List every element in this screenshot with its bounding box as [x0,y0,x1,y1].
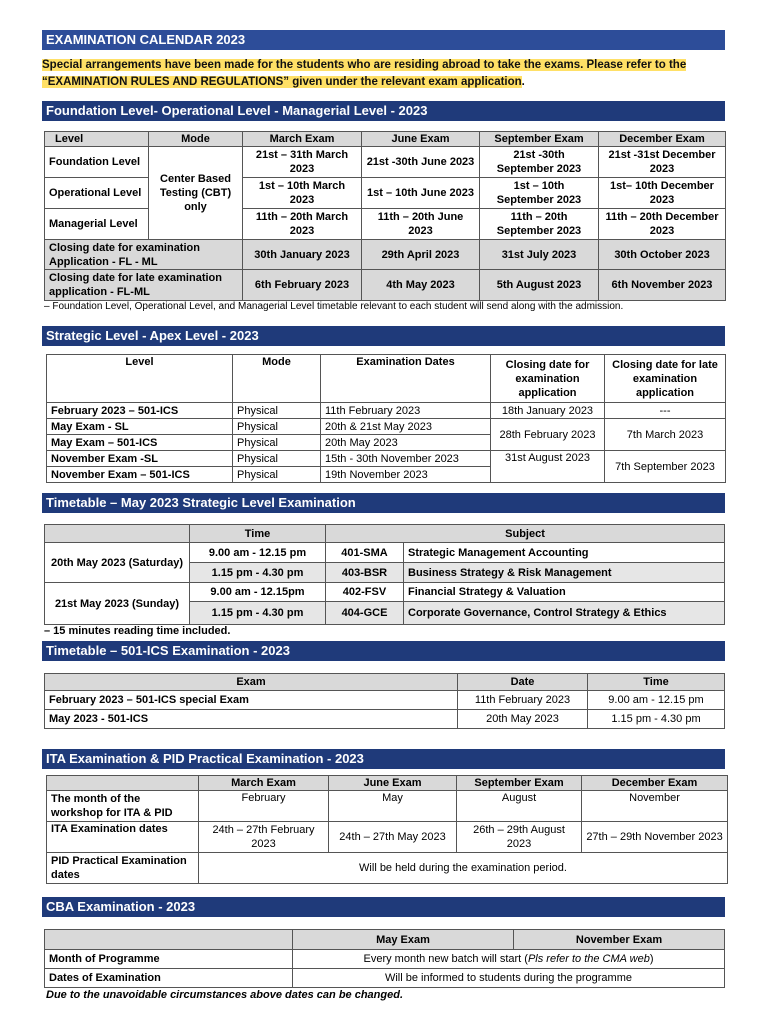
level-cell: May Exam - SL [47,419,233,435]
notice-end: . [521,76,525,88]
date-cell: 21st – 31th March 2023 [243,147,362,178]
late-cell: 6th February 2023 [243,270,362,301]
late-label: Closing date for late examination application - FL-ML [45,270,243,301]
mode-cell: Physical [233,403,321,419]
col-december: December Exam [599,132,726,147]
notice-text [42,57,725,91]
ita-table [46,775,728,884]
col-late: Closing date for late examination application [605,355,726,403]
col-june: June Exam [329,776,457,791]
may-timetable-heading: Timetable – May 2023 Strategic Level Examination [42,493,725,513]
workshop-cell: February [199,791,329,822]
may-timetable [44,524,725,625]
col-june: June Exam [362,132,480,147]
col-dates: Examination Dates [321,355,491,403]
mode-cell: Physical [233,467,321,483]
col-date: Date [458,674,588,691]
mode-cell: Physical [233,451,321,467]
programme-label: Month of Programme [45,950,293,969]
closing-cell: 28th February 2023 [491,419,605,451]
cma-web-ref: Pls refer to the CMA web [527,953,650,965]
date-cell: 11th February 2023 [458,691,588,710]
date-cell: 21st -31st December 2023 [599,147,726,178]
footer-note: Due to the unavoidable circumstances above dates can be changed. [46,989,403,1001]
col-blank [45,930,293,950]
subject-cell: Financial Strategy & Valuation [404,583,725,602]
ita-dates-label: ITA Examination dates [47,822,199,853]
may-timetable-note: – 15 minutes reading time included. [44,625,231,637]
late-cell: 5th August 2023 [480,270,599,301]
programme-text-end: ) [649,953,654,965]
date-cell: 11th – 20th March 2023 [243,209,362,240]
closing-cell: 18th January 2023 [491,403,605,419]
exam-dates-label: Dates of Examination [45,969,293,988]
ics-timetable [44,673,725,729]
date-cell: 21st -30th September 2023 [480,147,599,178]
col-march: March Exam [243,132,362,147]
col-september: September Exam [480,132,599,147]
closing-label: Closing date for examination Application - FL - ML [45,240,243,270]
workshop-cell: May [329,791,457,822]
subject-cell: Business Strategy & Risk Management [404,563,725,583]
time-cell: 1.15 pm - 4.30 pm [588,710,725,729]
level-cell: May Exam – 501-ICS [47,435,233,451]
cba-table [44,929,725,988]
level-cell: November Exam – 501-ICS [47,467,233,483]
programme-text: Every month new batch will start ( [363,953,528,965]
col-blank [45,525,190,543]
level-cell: Operational Level [45,178,149,209]
day-cell: 20th May 2023 (Saturday) [45,543,190,583]
date-cell: 1st – 10th September 2023 [480,178,599,209]
strategic-heading: Strategic Level - Apex Level - 2023 [42,326,725,346]
exam-cell: February 2023 – 501-ICS special Exam [45,691,458,710]
page-title: EXAMINATION CALENDAR 2023 [42,30,725,50]
closing-cell: 30th January 2023 [243,240,362,270]
col-may: May Exam [293,930,514,950]
ita-date-cell: 24th – 27th May 2023 [329,822,457,853]
col-march: March Exam [199,776,329,791]
col-november: November Exam [514,930,725,950]
closing-cell: 31st August 2023 [491,451,605,483]
date-cell: 11th – 20th December 2023 [599,209,726,240]
pid-label: PID Practical Examination dates [47,853,199,884]
time-cell: 1.15 pm - 4.30 pm [190,602,326,625]
date-cell: 11th – 20th September 2023 [480,209,599,240]
day-cell: 21st May 2023 (Sunday) [45,583,190,625]
workshop-cell: November [582,791,728,822]
closing-cell: 29th April 2023 [362,240,480,270]
late-cell: 7th March 2023 [605,419,726,451]
foundation-note: – Foundation Level, Operational Level, and Managerial Level timetable relevant to each student will send along with the admission. [44,301,624,312]
col-time: Time [588,674,725,691]
closing-cell: 30th October 2023 [599,240,726,270]
date-cell: 1st – 10th June 2023 [362,178,480,209]
level-cell: Managerial Level [45,209,149,240]
dates-cell: 19th November 2023 [321,467,491,483]
code-cell: 403-BSR [326,563,404,583]
ita-date-cell: 27th – 29th November 2023 [582,822,728,853]
subject-cell: Corporate Governance, Control Strategy & Ethics [404,602,725,625]
col-level: Level [47,355,233,403]
col-time: Time [190,525,326,543]
date-cell: 21st -30th June 2023 [362,147,480,178]
date-cell: 1st– 10th December 2023 [599,178,726,209]
subject-cell: Strategic Management Accounting [404,543,725,563]
date-cell: 11th – 20th June 2023 [362,209,480,240]
ics-timetable-heading: Timetable – 501-ICS Examination - 2023 [42,641,725,661]
closing-cell: 31st July 2023 [480,240,599,270]
mode-cell: Center Based Testing (CBT) only [149,147,243,240]
ita-date-cell: 24th – 27th February 2023 [199,822,329,853]
time-cell: 9.00 am - 12.15 pm [588,691,725,710]
workshop-label: The month of the workshop for ITA & PID [47,791,199,822]
ita-heading: ITA Examination & PID Practical Examination - 2023 [42,749,725,769]
level-cell: Foundation Level [45,147,149,178]
exam-cell: May 2023 - 501-ICS [45,710,458,729]
col-subject: Subject [326,525,725,543]
dates-cell: 20th May 2023 [321,435,491,451]
dates-cell: 11th February 2023 [321,403,491,419]
code-cell: 402-FSV [326,583,404,602]
late-cell: 7th September 2023 [605,451,726,483]
dates-cell: 15th - 30th November 2023 [321,451,491,467]
late-cell: 6th November 2023 [599,270,726,301]
foundation-heading: Foundation Level- Operational Level - Managerial Level - 2023 [42,101,725,121]
col-blank [47,776,199,791]
col-exam: Exam [45,674,458,691]
date-cell: 20th May 2023 [458,710,588,729]
late-cell: 4th May 2023 [362,270,480,301]
late-cell: --- [605,403,726,419]
level-cell: February 2023 – 501-ICS [47,403,233,419]
mode-cell: Physical [233,435,321,451]
col-mode: Mode [149,132,243,147]
notice-line-2: “EXAMINATION RULES AND REGULATIONS” given under the relevant exam application [42,76,522,88]
time-cell: 9.00 am - 12.15pm [190,583,326,602]
pid-cell: Will be held during the examination period. [199,853,728,884]
col-closing: Closing date for examination application [491,355,605,403]
col-september: September Exam [457,776,582,791]
time-cell: 9.00 am - 12.15 pm [190,543,326,563]
dates-cell: 20th & 21st May 2023 [321,419,491,435]
col-december: December Exam [582,776,728,791]
col-mode: Mode [233,355,321,403]
code-cell: 404-GCE [326,602,404,625]
col-level: Level [45,132,149,147]
code-cell: 401-SMA [326,543,404,563]
strategic-table [46,354,726,483]
time-cell: 1.15 pm - 4.30 pm [190,563,326,583]
foundation-table [44,131,726,301]
mode-cell: Physical [233,419,321,435]
ita-date-cell: 26th – 29th August 2023 [457,822,582,853]
cba-heading: CBA Examination - 2023 [42,897,725,917]
programme-cell [293,950,725,969]
notice-line-1: Special arrangements have been made for the students who are residing abroad to take the exams. Please refer to the [42,59,687,71]
workshop-cell: August [457,791,582,822]
date-cell: 1st – 10th March 2023 [243,178,362,209]
level-cell: November Exam -SL [47,451,233,467]
exam-dates-cell: Will be informed to students during the programme [293,969,725,988]
